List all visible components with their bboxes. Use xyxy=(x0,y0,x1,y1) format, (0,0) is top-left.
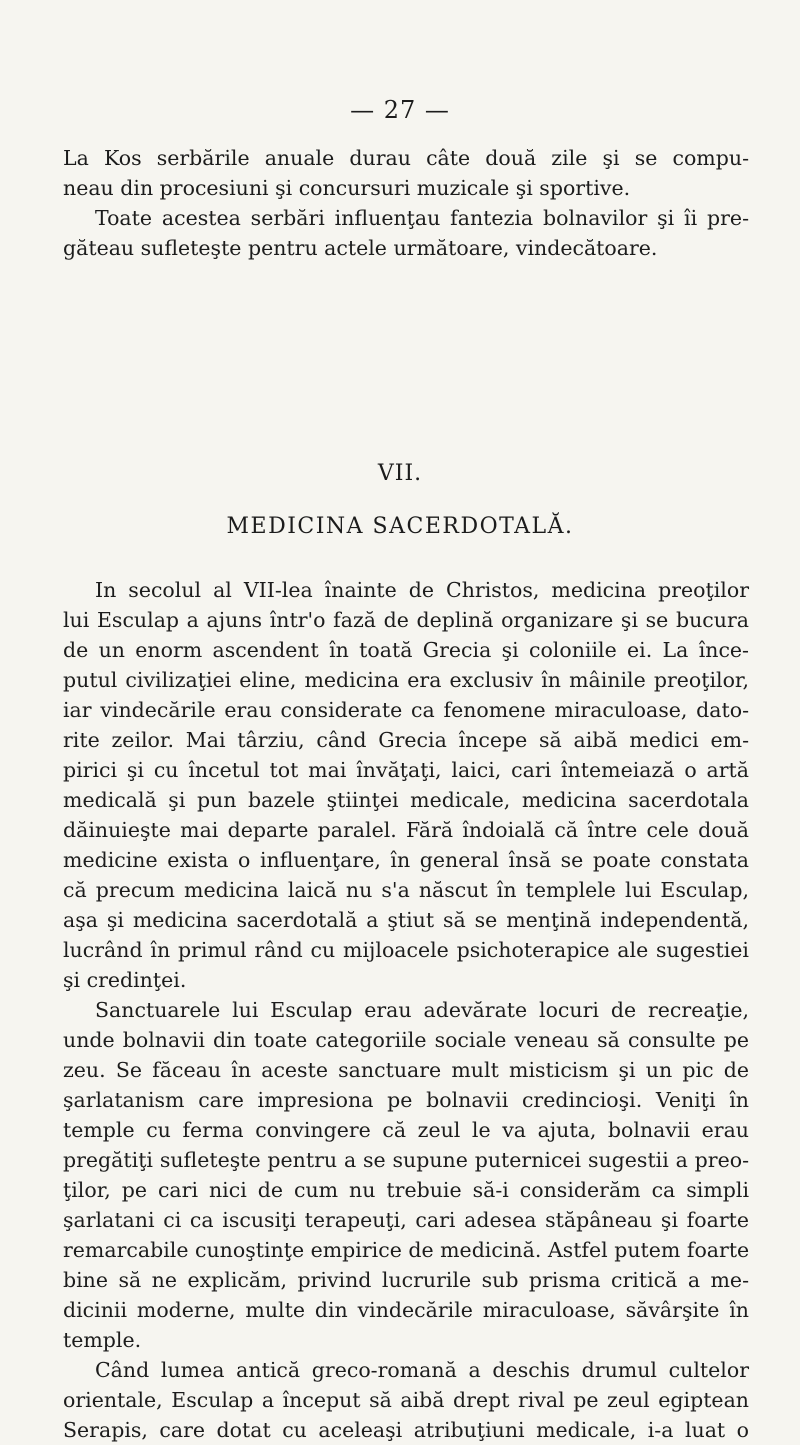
text-line: pregătiţi sufleteşte pentru a se supune puternicei sugestii a preo- xyxy=(63,1148,749,1172)
text-line: rite zeilor. Mai târziu, când Grecia începe să aibă medici em- xyxy=(63,728,749,752)
text-line: putul civilizaţiei eline, medicina era exclusiv în mâinile preoţilor, xyxy=(63,668,749,692)
text-line: Serapis, care dotat cu aceleaşi atribuţiuni medicale, i-a luat o xyxy=(63,1418,749,1442)
chapter-body xyxy=(63,575,749,1445)
chapter-number: VII. xyxy=(377,461,423,486)
text-line: iar vindecările erau considerate ca fenomene miraculoase, dato- xyxy=(63,698,749,722)
text-line: şarlatani ci ca iscusiţi terapeuţi, cari adesea stăpâneau şi foarte xyxy=(63,1208,749,1232)
text-line: dicinii moderne, multe din vindecările miraculoase, săvârşite în xyxy=(63,1298,749,1322)
text-line: de un enorm ascendent în toată Grecia şi coloniile ei. La înce- xyxy=(63,638,749,662)
page-number: — 27 — xyxy=(350,96,450,124)
text-line: Toate acestea serbări influenţau fantezia bolnavilor şi îi pre- xyxy=(95,206,749,230)
text-line: pirici şi cu încetul tot mai învăţaţi, laici, cari întemeiază o artă xyxy=(63,758,749,782)
text-line: La Kos serbările anuale durau câte două zile şi se compu- xyxy=(63,146,749,170)
text-line: şarlatanism care impresiona pe bolnavii credincioşi. Veniţi în xyxy=(63,1088,749,1112)
text-line: lui Esculap a ajuns într'o fază de deplină organizare şi se bucura xyxy=(63,608,749,632)
text-line: unde bolnavii din toate categoriile sociale veneau să consulte pe xyxy=(63,1028,749,1052)
text-line: remarcabile cunoştinţe empirice de medicină. Astfel putem foarte xyxy=(63,1238,750,1262)
text-line: că precum medicina laică nu s'a născut în templele lui Esculap, xyxy=(63,878,749,902)
text-line: temple. xyxy=(63,1328,142,1352)
text-line: Când lumea antică greco-romană a deschis drumul cultelor xyxy=(95,1358,749,1382)
text-line: temple cu ferma convingere că zeul le va ajuta, bolnavii erau xyxy=(63,1118,749,1142)
text-line: dăinuieşte mai departe paralel. Fără îndoială că între cele două xyxy=(63,818,749,842)
text-line: găteau sufleteşte pentru actele următoare, vindecătoare. xyxy=(63,236,658,260)
chapter-title: MEDICINA SACERDOTALĂ. xyxy=(226,514,574,539)
text-line: zeu. Se făceau în aceste sanctuare mult misticism şi un pic de xyxy=(63,1058,749,1082)
text-line: orientale, Esculap a început să aibă drept rival pe zeul egiptean xyxy=(63,1388,749,1412)
text-line: Sanctuarele lui Esculap erau adevărate locuri de recreaţie, xyxy=(95,998,749,1022)
text-line: bine să ne explicăm, privind lucrurile sub prisma critică a me- xyxy=(63,1268,749,1292)
text-line: şi credinţei. xyxy=(63,968,187,992)
text-line: aşa şi medicina sacerdotală a ştiut să se menţină independentă, xyxy=(63,908,749,932)
intro-paragraphs xyxy=(63,143,749,263)
text-line: medicine exista o influenţare, în general însă se poate constata xyxy=(63,848,749,872)
text-line: lucrând în primul rând cu mijloacele psichoterapice ale sugestiei xyxy=(63,938,749,962)
text-line: In secolul al VII-lea înainte de Christos, medicina preoţilor xyxy=(95,578,749,602)
text-line: neau din procesiuni şi concursuri muzicale şi sportive. xyxy=(63,176,631,200)
text-line: medicală şi pun bazele ştiinţei medicale, medicina sacerdotala xyxy=(63,788,749,812)
text-line: ţilor, pe cari nici de cum nu trebuie să-i considerăm ca simpli xyxy=(63,1178,749,1202)
